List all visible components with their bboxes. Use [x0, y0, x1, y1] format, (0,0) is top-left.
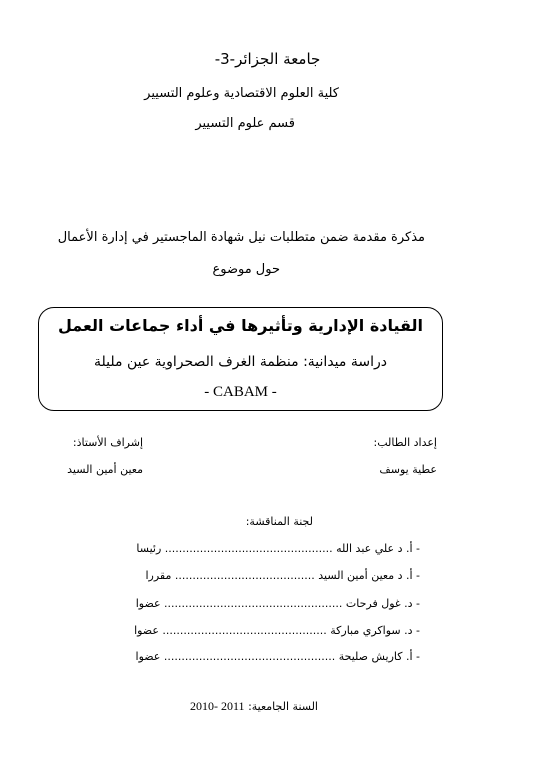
supervisor-label: إشراف الأستاذ: — [72, 436, 143, 449]
memo-description: مذكرة مقدمة ضمن متطلبات نيل شهادة الماجستير في إدارة الأعمال — [57, 230, 425, 245]
committee-member-1 — [136, 542, 420, 555]
member-name: - د. غول فرحات — [345, 597, 420, 610]
member-name: - أ. د علي عبد الله — [336, 542, 420, 555]
member-dots: ................................................. — [163, 650, 336, 663]
member-dots: ................................................... — [164, 597, 343, 610]
memo-about: حول موضوع — [212, 262, 280, 277]
committee-member-4 — [134, 624, 420, 637]
member-name: - أ. د معين أمين السيد — [318, 569, 420, 582]
committee-member-2 — [145, 569, 420, 582]
committee-label: لجنة المناقشة: — [245, 515, 313, 528]
academic-year-label: السنة الجامعية: — [248, 700, 318, 713]
committee-member-5 — [136, 650, 420, 663]
academic-year — [190, 699, 318, 714]
thesis-title: القيادة الإدارية وتأثيرها في أداء جماعات العمل — [57, 316, 424, 335]
organization-code: - CABAM - — [204, 384, 277, 400]
thesis-subtitle: دراسة ميدانية: منظمة الغرف الصحراوية عين مليلة — [94, 354, 387, 370]
member-role: رئيسا — [136, 542, 162, 555]
department-name: قسم علوم التسيير — [195, 116, 295, 131]
member-role: مقررا — [145, 569, 172, 582]
member-role: عضوا — [135, 597, 161, 610]
member-dots: ............................................... — [162, 624, 327, 637]
supervisor-name: معين أمين السيد — [67, 463, 143, 476]
member-role: عضوا — [134, 624, 159, 637]
member-name: - أ. كاريش صليحة — [338, 650, 420, 663]
member-dots: ........................................ — [174, 569, 315, 582]
academic-year-value: 2010- 2011 — [190, 699, 245, 713]
member-role: عضوا — [135, 650, 161, 663]
prepared-by-label: إعداد الطالب: — [373, 436, 437, 449]
member-dots: ................................................ — [164, 542, 333, 555]
member-name: - د. سواكري مباركة — [330, 624, 420, 637]
university-name: جامعة الجزائر-3- — [214, 50, 321, 68]
student-name: عطية يوسف — [379, 463, 437, 476]
faculty-name: كلية العلوم الاقتصادية وعلوم التسيير — [144, 86, 339, 101]
committee-member-3 — [136, 597, 420, 610]
